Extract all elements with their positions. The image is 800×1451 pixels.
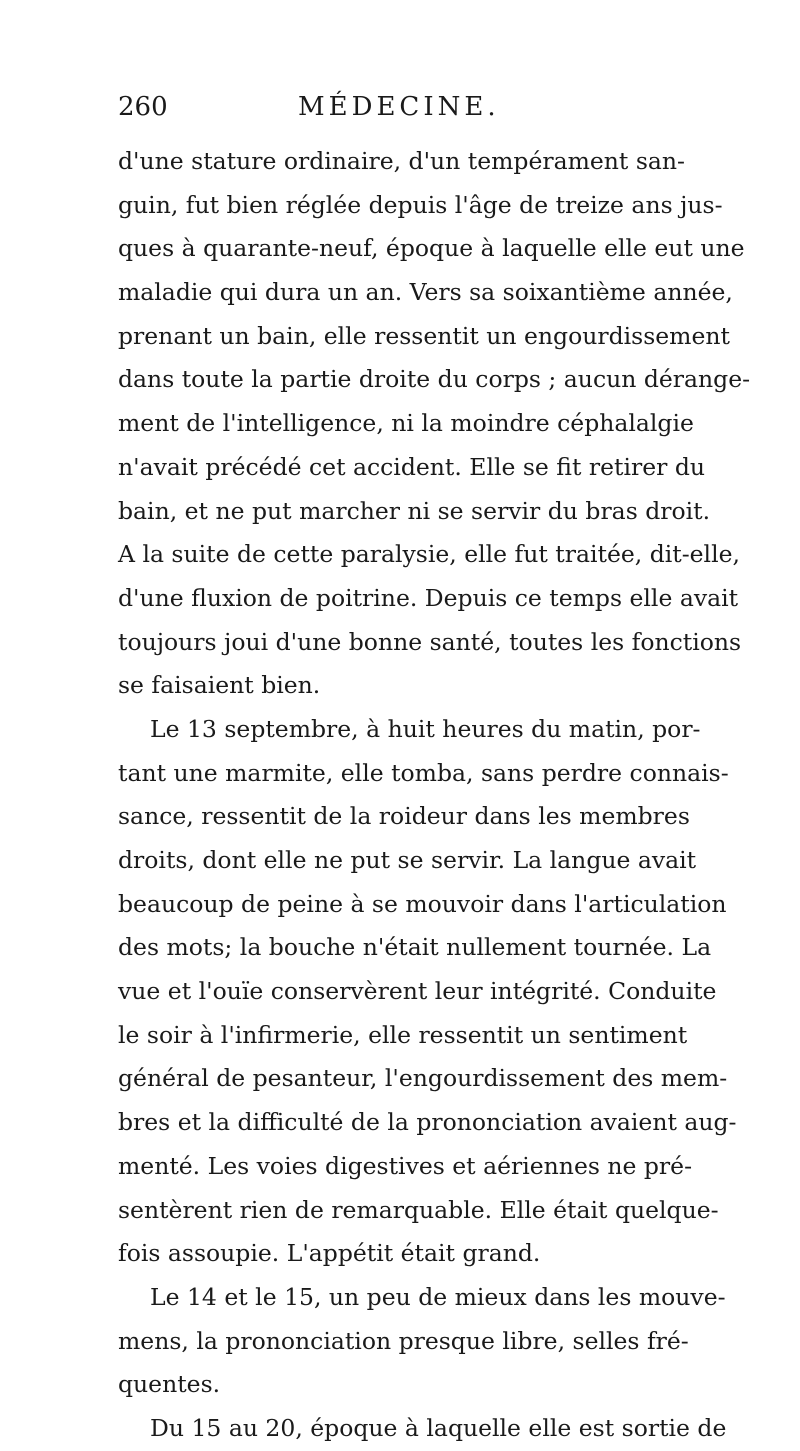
text-line: des mots; la bouche n'était nullement tournée. La (118, 933, 712, 962)
text-line: ques à quarante-neuf, époque à laquelle elle eut une (118, 234, 745, 263)
text-line: d'une fluxion de poitrine. Depuis ce temps elle avait (118, 583, 739, 612)
text-line: A la suite de cette paralysie, elle fut traitée, dit-elle, (118, 540, 740, 569)
text-line: sance, ressentit de la roideur dans les membres (118, 802, 690, 831)
text-line: vue et l'ouïe conservèrent leur intégrité. Conduite (118, 977, 717, 1006)
page-number: 260 (118, 92, 168, 122)
text-line: droits, dont elle ne put se servir. La langue avait (118, 846, 697, 874)
running-title: MÉDECINE. (298, 92, 500, 122)
body-text (118, 140, 751, 1451)
text-line: quentes. (118, 1370, 221, 1399)
text-line: toujours joui d'une bonne santé, toutes les fonctions (118, 627, 742, 656)
text-line: menté. Les voies digestives et aériennes ne pré- (118, 1151, 693, 1180)
text-line: beaucoup de peine à se mouvoir dans l'articulation (118, 889, 727, 918)
text-line: mens, la prononciation presque libre, selles fré- (118, 1326, 689, 1355)
text-line: Du 15 au 20, époque à laquelle elle est sortie de (150, 1413, 727, 1442)
text-line: bres et la difficulté de la prononciation avaient aug- (118, 1108, 737, 1137)
text-line: prenant un bain, elle ressentit un engourdissement (118, 321, 730, 350)
text-line: ment de l'intelligence, ni la moindre céphalalgie (118, 409, 694, 438)
text-line: dans toute la partie droite du corps ; aucun dérange- (118, 365, 751, 394)
text-line: d'une stature ordinaire, d'un tempérament san- (118, 147, 685, 175)
text-line: le soir à l'infirmerie, elle ressentit un sentiment (118, 1020, 688, 1049)
text-line: fois assoupie. L'appétit était grand. (118, 1239, 541, 1268)
running-head (118, 88, 680, 128)
text-line: n'avait précédé cet accident. Elle se fit retirer du (118, 452, 706, 481)
text-line: bain, et ne put marcher ni se servir du bras droit. (118, 496, 711, 525)
text-line: sentèrent rien de remarquable. Elle était quelque- (118, 1195, 719, 1224)
text-line: tant une marmite, elle tomba, sans perdre connais- (118, 758, 729, 787)
text-line: Le 14 et le 15, un peu de mieux dans les mouve- (150, 1282, 726, 1311)
text-line: général de pesanteur, l'engourdissement des mem- (118, 1064, 728, 1093)
text-line: maladie qui dura un an. Vers sa soixantième année, (118, 278, 733, 307)
text-line: guin, fut bien réglée depuis l'âge de treize ans jus- (118, 190, 723, 219)
text-line: Le 13 septembre, à huit heures du matin, por- (150, 714, 701, 743)
text-line: se faisaient bien. (118, 671, 321, 700)
